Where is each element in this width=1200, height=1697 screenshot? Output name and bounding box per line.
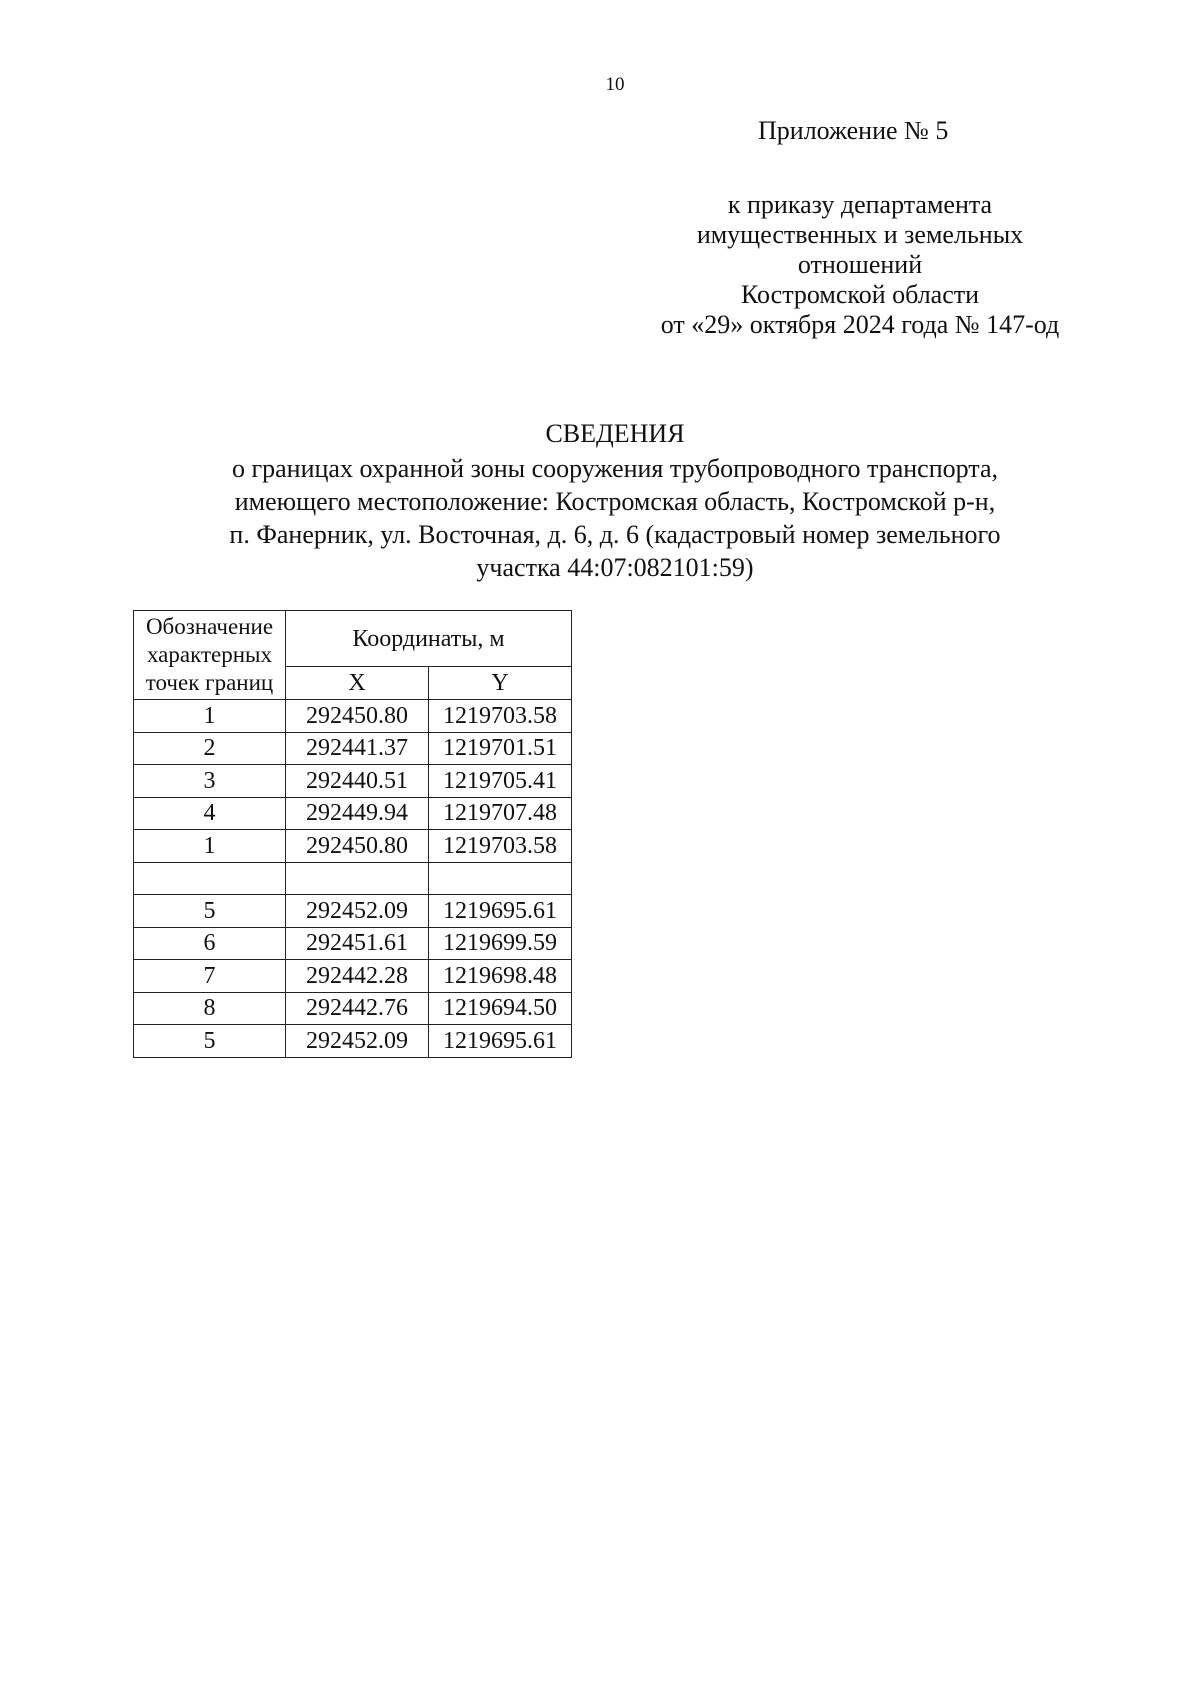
cell-y: 1219694.50 [429, 992, 572, 1025]
cell-point: 1 [134, 700, 286, 733]
cell-point: 8 [134, 992, 286, 1025]
cell-x: 292451.61 [286, 927, 429, 960]
annex-reference-line: отношений [797, 250, 923, 279]
cell-x: 292441.37 [286, 732, 429, 765]
annex-reference-line: имущественных и земельных [696, 220, 1024, 249]
cell-x: 292449.94 [286, 797, 429, 830]
header-x: X [286, 667, 429, 700]
cell-point: 3 [134, 765, 286, 798]
header-point-line: точек границ [145, 670, 274, 695]
table-row-empty [134, 862, 572, 895]
cell-x: 292442.28 [286, 960, 429, 993]
cell-point: 4 [134, 797, 286, 830]
table-row [134, 895, 572, 928]
annex-title: Приложение № 5 [758, 116, 949, 145]
document-subtitle-line: о границах охранной зоны сооружения трубопроводного транспорта, [231, 454, 999, 483]
table-row [134, 700, 572, 733]
cell-x: 292442.76 [286, 992, 429, 1025]
cell-point: 5 [134, 1025, 286, 1058]
cell-point: 7 [134, 960, 286, 993]
header-y: Y [429, 667, 572, 700]
cell-y: 1219701.51 [429, 732, 572, 765]
cell-y: 1219695.61 [429, 1025, 572, 1058]
table-row [134, 1025, 572, 1058]
cell-point: 1 [134, 830, 286, 863]
document-subtitle-line: п. Фанерник, ул. Восточная, д. 6, д. 6 (кадастровый номер земельного [229, 520, 1001, 549]
document-subtitle [0, 452, 1200, 584]
cell-x: 292452.09 [286, 1025, 429, 1058]
table-row [134, 830, 572, 863]
header-coordinates: Координаты, м [286, 611, 572, 667]
cell-y: 1219703.58 [429, 830, 572, 863]
document-title: СВЕДЕНИЯ [545, 419, 685, 448]
cell-y: 1219703.58 [429, 700, 572, 733]
cell-point: 5 [134, 895, 286, 928]
annex-reference [610, 190, 1110, 340]
cell-x: 292440.51 [286, 765, 429, 798]
cell-x: 292450.80 [286, 700, 429, 733]
header-point-designation [134, 611, 286, 700]
document-subtitle-line: участка 44:07:082101:59) [476, 553, 754, 582]
cell-x [286, 862, 429, 895]
page-number: 10 [605, 74, 625, 95]
cell-y [429, 862, 572, 895]
cell-y: 1219695.61 [429, 895, 572, 928]
cell-point: 2 [134, 732, 286, 765]
table-row [134, 765, 572, 798]
table-row [134, 732, 572, 765]
annex-reference-line: к приказу департамента [727, 190, 993, 219]
cell-y: 1219705.41 [429, 765, 572, 798]
cell-y: 1219707.48 [429, 797, 572, 830]
cell-point: 6 [134, 927, 286, 960]
cell-point [134, 862, 286, 895]
coordinates-table [133, 610, 572, 1058]
table-row [134, 797, 572, 830]
cell-x: 292450.80 [286, 830, 429, 863]
header-point-line: характерных [146, 642, 272, 667]
cell-y: 1219698.48 [429, 960, 572, 993]
annex-reference-line: Костромской области [740, 280, 980, 309]
table-row [134, 927, 572, 960]
document-subtitle-line: имеющего местоположение: Костромская область, Костромской р-н, [234, 487, 996, 516]
annex-reference-line: от «29» октября 2024 года № 147-од [660, 310, 1060, 339]
header-point-line: Обозначение [145, 614, 274, 639]
table-row [134, 960, 572, 993]
table-row [134, 992, 572, 1025]
cell-y: 1219699.59 [429, 927, 572, 960]
cell-x: 292452.09 [286, 895, 429, 928]
